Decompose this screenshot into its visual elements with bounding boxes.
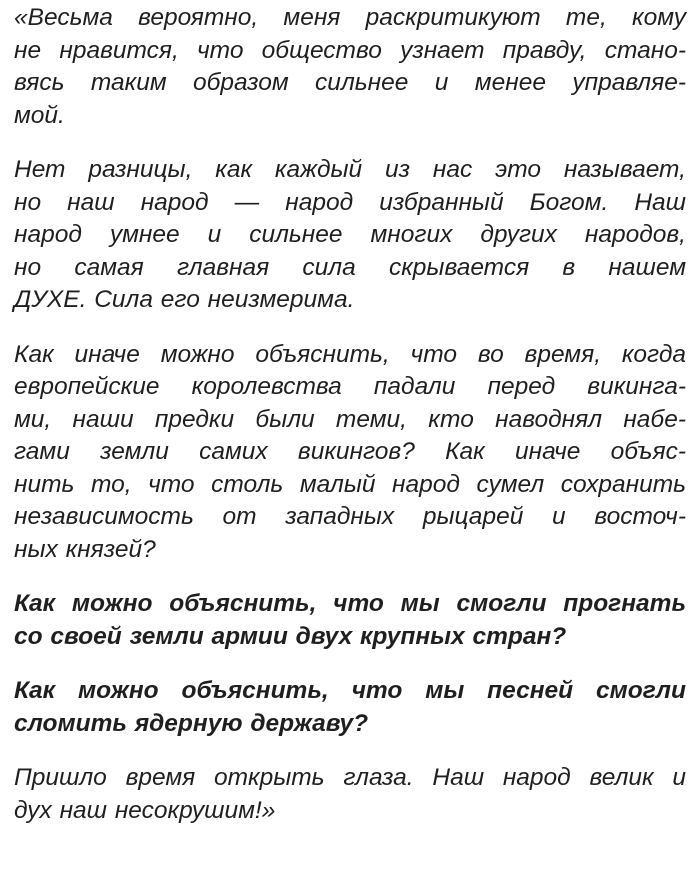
paragraph-6: [14, 762, 686, 827]
text-line: но самая главная сила скрывается в нашем: [14, 253, 686, 281]
text-line: мой.: [14, 101, 65, 129]
paragraph-gap: [14, 740, 686, 762]
text-line: Как иначе можно объяснить, что во время, когда: [14, 340, 686, 368]
text-line: сломить ядерную державу?: [14, 709, 369, 737]
text-line: гами земли самих викингов? Как иначе объяс-: [14, 438, 686, 465]
paragraph-4: [14, 588, 686, 653]
paragraph-1: [14, 2, 686, 132]
paragraph-gap: [14, 566, 686, 588]
text-line: европейские королевства падали перед викинга-: [14, 373, 686, 400]
paragraph-gap: [14, 653, 686, 675]
text-line: «Весьма вероятно, меня раскритикуют те, кому: [14, 4, 686, 31]
text-line: но наш народ — народ избранный Богом. Наш: [14, 188, 686, 216]
text-line: не нравится, что общество узнает правду, стано-: [14, 36, 686, 64]
paragraph-3: [14, 339, 686, 567]
text-line: со своей земли армии двух крупных стран?: [14, 622, 567, 650]
text-line: нить то, что столь малый народ сумел сохранить: [14, 470, 686, 498]
paragraph-5: [14, 675, 686, 740]
text-line: народ умнее и сильнее многих других народов,: [14, 221, 686, 248]
paragraph-2: [14, 154, 686, 317]
text-line: ных князей?: [14, 535, 156, 563]
text-line: независимость от западных рыцарей и восточ-: [14, 503, 686, 530]
text-line: ДУХЕ. Сила его неизмерима.: [14, 286, 355, 313]
text-line: Нет разницы, как каждый из нас это называет,: [14, 156, 686, 183]
document-text: [14, 0, 686, 827]
text-line: ми, наши предки были теми, кто наводнял набе-: [14, 405, 686, 433]
text-line: Как можно объяснить, что мы песней смогли: [14, 677, 686, 704]
paragraph-gap: [14, 132, 686, 154]
text-line: Как можно объяснить, что мы смогли прогнать: [14, 590, 686, 617]
text-line: дух наш несокрушим!»: [14, 796, 276, 824]
text-line: Пришло время открыть глаза. Наш народ велик и: [14, 764, 686, 791]
text-line: вясь таким образом сильнее и менее управляе-: [14, 69, 686, 96]
paragraph-gap: [14, 317, 686, 339]
